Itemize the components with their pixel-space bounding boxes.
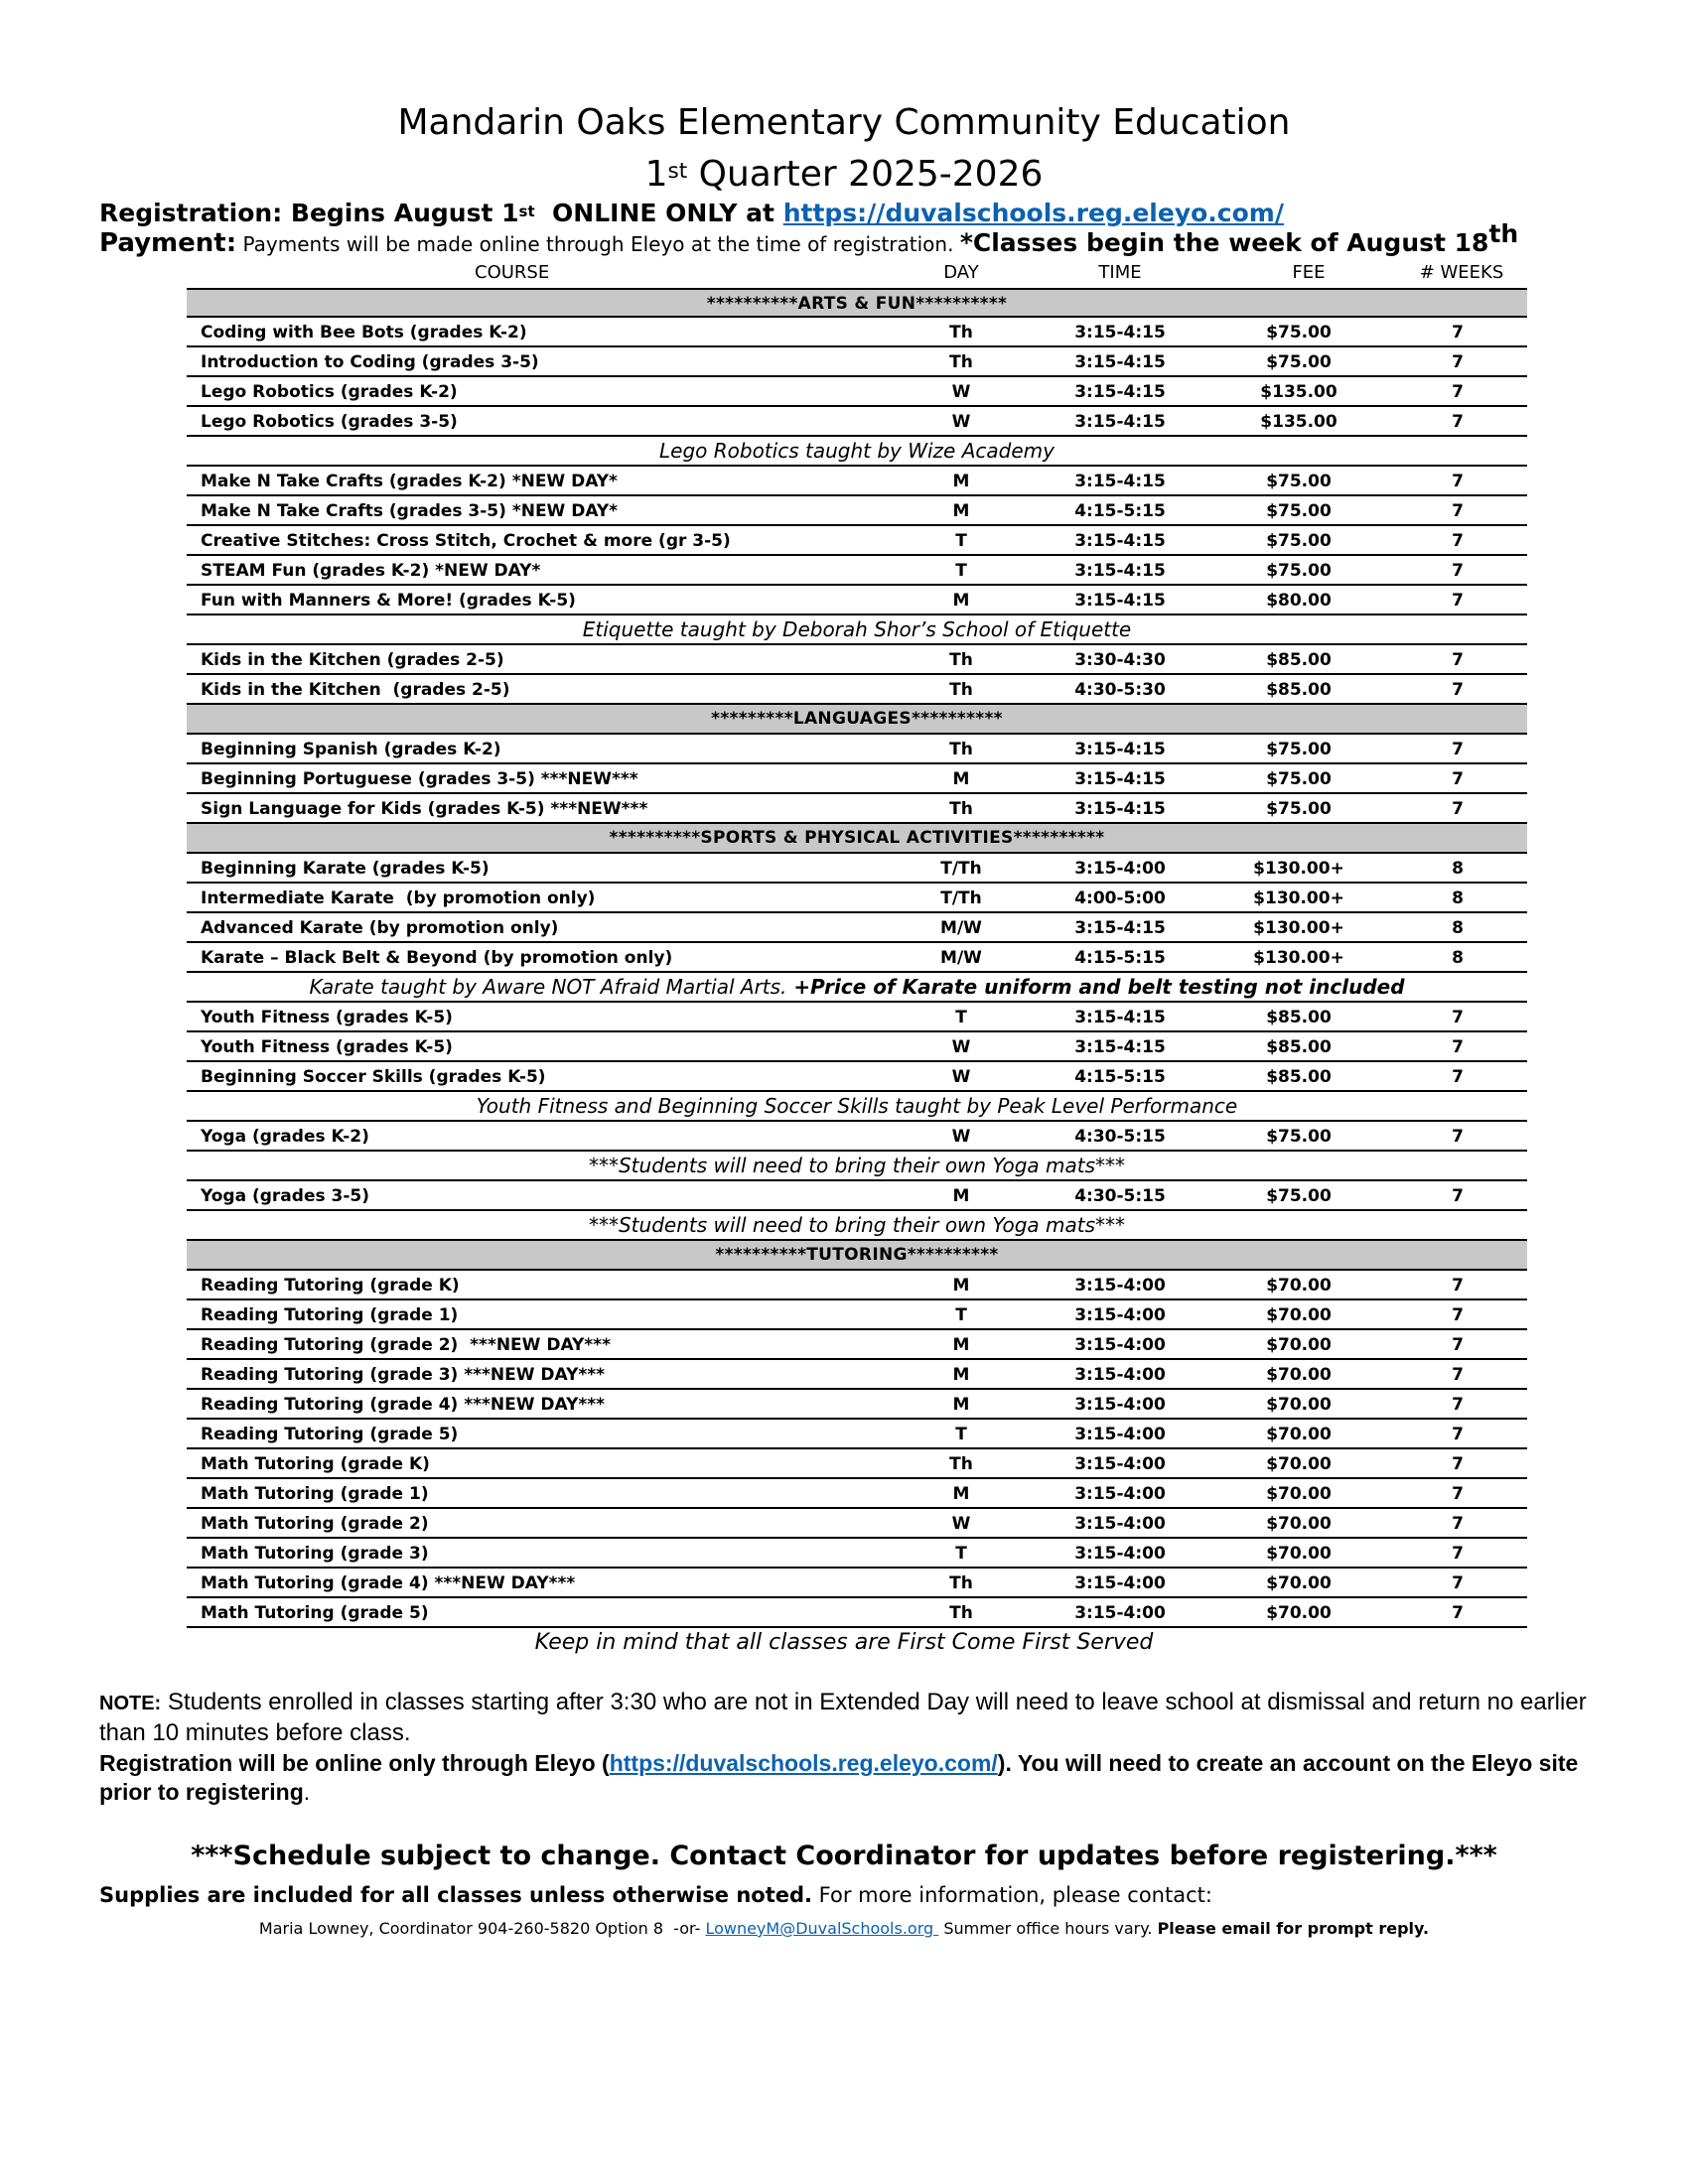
course-time: 4:15-5:15 <box>1074 1067 1166 1087</box>
quarter-text: Quarter 2025-2026 <box>687 154 1044 195</box>
course-time: 3:15-4:15 <box>1074 323 1166 342</box>
course-weeks: 7 <box>1452 531 1464 551</box>
course-time: 3:15-4:15 <box>1074 531 1166 551</box>
course-day: W <box>951 1127 971 1147</box>
course-name: Youth Fitness (grades K-5) <box>201 1008 453 1027</box>
course-name: Reading Tutoring (grade 2) ***NEW DAY*** <box>201 1335 611 1355</box>
course-fee: $130.00+ <box>1253 918 1344 938</box>
course-weeks: 7 <box>1452 1454 1464 1474</box>
course-name: Reading Tutoring (grade 5) <box>201 1425 459 1444</box>
course-time: 3:15-4:15 <box>1074 918 1166 938</box>
dismissal-note <box>99 1688 1609 1748</box>
course-weeks: 7 <box>1452 1544 1464 1564</box>
course-fee: $135.00 <box>1260 412 1337 432</box>
course-time: 3:15-4:15 <box>1074 412 1166 432</box>
course-fee: $75.00 <box>1266 501 1332 521</box>
course-weeks: 7 <box>1452 1008 1464 1027</box>
course-name: Sign Language for Kids (grades K-5) ***NEW*** <box>201 799 648 819</box>
course-weeks: 7 <box>1452 1305 1464 1325</box>
course-fee: $130.00+ <box>1253 948 1344 968</box>
course-fee: $70.00 <box>1266 1544 1332 1564</box>
course-row <box>187 407 1527 437</box>
course-fee: $70.00 <box>1266 1454 1332 1474</box>
course-row <box>187 913 1527 943</box>
course-row <box>187 526 1527 556</box>
course-fee: $75.00 <box>1266 1127 1332 1147</box>
course-name: Coding with Bee Bots (grades K-2) <box>201 323 527 342</box>
course-day: M <box>952 1365 970 1385</box>
course-row <box>187 1539 1527 1569</box>
section-label: *********LANGUAGES********** <box>711 709 1003 729</box>
instructor-note-text: Etiquette taught by Deborah Shor’s School of Etiquette <box>582 617 1132 641</box>
course-weeks: 7 <box>1452 740 1464 759</box>
course-time: 3:15-4:00 <box>1074 1395 1166 1415</box>
column-header-course: COURSE <box>475 262 550 283</box>
instructor-note-row <box>187 1092 1527 1122</box>
course-time: 3:15-4:15 <box>1074 561 1166 581</box>
instructor-note-row <box>187 437 1527 467</box>
course-time: 3:15-4:00 <box>1074 1544 1166 1564</box>
instructor-note <box>187 975 1527 999</box>
registration-line <box>99 199 1284 227</box>
course-weeks: 7 <box>1452 472 1464 491</box>
course-day: M <box>952 501 970 521</box>
column-header-weeks: # WEEKS <box>1419 262 1504 283</box>
course-day: Th <box>949 352 973 372</box>
course-fee: $75.00 <box>1266 472 1332 491</box>
course-row <box>187 884 1527 913</box>
registration-middle: ONLINE ONLY at <box>534 199 783 227</box>
supplies-text: For more information, please contact: <box>812 1883 1212 1907</box>
course-time: 4:30-5:15 <box>1074 1127 1166 1147</box>
instructor-note-text: ***Students will need to bring their own Yoga mats*** <box>588 1213 1126 1237</box>
course-row <box>187 735 1527 764</box>
course-row <box>187 467 1527 496</box>
course-row <box>187 1122 1527 1152</box>
course-row <box>187 1300 1527 1330</box>
course-day: Th <box>949 323 973 342</box>
course-weeks: 7 <box>1452 1365 1464 1385</box>
course-time: 4:15-5:15 <box>1074 948 1166 968</box>
instructor-note <box>187 1213 1527 1237</box>
course-day: M <box>952 472 970 491</box>
course-day: T <box>955 1544 967 1564</box>
course-weeks: 7 <box>1452 1127 1464 1147</box>
course-weeks: 7 <box>1452 323 1464 342</box>
course-weeks: 8 <box>1452 918 1464 938</box>
course-day: M/W <box>940 918 982 938</box>
course-day: M <box>952 1335 970 1355</box>
course-fee: $75.00 <box>1266 1186 1332 1206</box>
course-time: 3:15-4:00 <box>1074 1365 1166 1385</box>
course-weeks: 8 <box>1452 859 1464 879</box>
course-time: 3:15-4:15 <box>1074 382 1166 402</box>
course-row <box>187 1509 1527 1539</box>
course-time: 3:15-4:00 <box>1074 1454 1166 1474</box>
course-fee: $75.00 <box>1266 561 1332 581</box>
registration-link[interactable]: https://duvalschools.reg.eleyo.com/ <box>782 199 1284 227</box>
course-weeks: 7 <box>1452 352 1464 372</box>
course-time: 4:00-5:00 <box>1074 888 1166 908</box>
instructor-note <box>187 439 1527 463</box>
instructor-note-row <box>187 973 1527 1003</box>
course-row <box>187 1330 1527 1360</box>
course-fee: $85.00 <box>1266 1067 1332 1087</box>
column-header-day: DAY <box>943 262 979 283</box>
course-time: 3:15-4:00 <box>1074 1276 1166 1296</box>
course-day: T/Th <box>940 888 982 908</box>
course-time: 4:30-5:30 <box>1074 680 1166 700</box>
instructor-note-row <box>187 615 1527 645</box>
course-name: Yoga (grades K-2) <box>201 1127 369 1147</box>
course-row <box>187 1420 1527 1449</box>
course-fee: $70.00 <box>1266 1573 1332 1593</box>
course-fee: $75.00 <box>1266 769 1332 789</box>
course-name: Make N Take Crafts (grades 3-5) *NEW DAY* <box>201 501 619 521</box>
course-weeks: 7 <box>1452 1484 1464 1504</box>
quarter-title <box>0 153 1688 197</box>
course-name: Math Tutoring (grade 2) <box>201 1514 429 1534</box>
course-row <box>187 1390 1527 1420</box>
course-time: 3:15-4:15 <box>1074 591 1166 611</box>
course-day: M <box>952 1484 970 1504</box>
course-time: 4:30-5:15 <box>1074 1186 1166 1206</box>
course-row <box>187 1479 1527 1509</box>
course-row <box>187 1360 1527 1390</box>
course-name: Introduction to Coding (grades 3-5) <box>201 352 539 372</box>
supplies-line <box>99 1883 1212 1907</box>
course-time: 3:15-4:00 <box>1074 1603 1166 1623</box>
course-weeks: 7 <box>1452 650 1464 670</box>
registration-note-end: . <box>303 1779 311 1805</box>
course-row <box>187 1003 1527 1032</box>
course-time: 3:15-4:15 <box>1074 740 1166 759</box>
course-day: M <box>952 769 970 789</box>
course-day: Th <box>949 1573 973 1593</box>
course-weeks: 7 <box>1452 769 1464 789</box>
course-day: Th <box>949 799 973 819</box>
instructor-note-text: Karate taught by Aware NOT Afraid Martial Arts. <box>309 975 787 999</box>
course-day: M <box>952 591 970 611</box>
course-fee: $130.00+ <box>1253 859 1344 879</box>
course-name: Kids in the Kitchen (grades 2-5) <box>201 650 504 670</box>
course-name: Reading Tutoring (grade 3) ***NEW DAY*** <box>201 1365 606 1385</box>
course-fee: $135.00 <box>1260 382 1337 402</box>
course-name: Reading Tutoring (grade 1) <box>201 1305 459 1325</box>
course-fee: $75.00 <box>1266 740 1332 759</box>
course-time: 3:15-4:15 <box>1074 1037 1166 1057</box>
course-row <box>187 645 1527 675</box>
contact-bold: Please email for prompt reply. <box>1157 1919 1430 1938</box>
course-weeks: 7 <box>1452 561 1464 581</box>
course-weeks: 8 <box>1452 948 1464 968</box>
section-header-row <box>187 824 1527 854</box>
course-fee: $70.00 <box>1266 1514 1332 1534</box>
course-fee: $85.00 <box>1266 650 1332 670</box>
note-label: NOTE: <box>99 1693 162 1714</box>
course-fee: $85.00 <box>1266 1037 1332 1057</box>
course-time: 3:15-4:00 <box>1074 1335 1166 1355</box>
quarter-suffix: st <box>667 159 688 185</box>
course-day: T <box>955 1008 967 1027</box>
course-fee: $70.00 <box>1266 1305 1332 1325</box>
supplies-bold: Supplies are included for all classes unless otherwise noted. <box>99 1883 812 1907</box>
course-day: M <box>952 1395 970 1415</box>
course-row <box>187 1181 1527 1211</box>
course-fee: $70.00 <box>1266 1425 1332 1444</box>
course-row <box>187 347 1527 377</box>
registration-suffix: st <box>518 202 535 220</box>
registration-note <box>99 1749 1609 1807</box>
payment-label: Payment: <box>99 228 237 258</box>
course-row <box>187 794 1527 824</box>
course-fee: $70.00 <box>1266 1603 1332 1623</box>
course-weeks: 8 <box>1452 888 1464 908</box>
contact-middle: Summer office hours vary. <box>938 1919 1158 1938</box>
course-time: 3:15-4:15 <box>1074 472 1166 491</box>
course-name: STEAM Fun (grades K-2) *NEW DAY* <box>201 561 541 581</box>
course-day: T <box>955 531 967 551</box>
course-name: Reading Tutoring (grade K) <box>201 1276 460 1296</box>
course-fee: $80.00 <box>1266 591 1332 611</box>
course-fee: $75.00 <box>1266 799 1332 819</box>
instructor-note-row <box>187 1211 1527 1241</box>
course-weeks: 7 <box>1452 591 1464 611</box>
instructor-note <box>187 1154 1527 1177</box>
course-row <box>187 318 1527 347</box>
course-weeks: 7 <box>1452 1276 1464 1296</box>
course-time: 3:15-4:00 <box>1074 1573 1166 1593</box>
quarter-number: 1 <box>644 154 668 195</box>
course-name: Math Tutoring (grade 4) ***NEW DAY*** <box>201 1573 576 1593</box>
course-name: Math Tutoring (grade 5) <box>201 1603 429 1623</box>
contact-prefix: Maria Lowney, Coordinator 904-260-5820 Option 8 -or- <box>258 1919 706 1938</box>
course-time: 3:15-4:15 <box>1074 352 1166 372</box>
course-row <box>187 764 1527 794</box>
section-header-row <box>187 1241 1527 1271</box>
registration-note-link[interactable]: https://duvalschools.reg.eleyo.com/ <box>609 1750 998 1776</box>
instructor-note <box>187 1094 1527 1118</box>
course-name: Creative Stitches: Cross Stitch, Crochet & more (gr 3-5) <box>201 531 731 551</box>
schedule-table <box>187 288 1527 1628</box>
course-fee: $85.00 <box>1266 1008 1332 1027</box>
course-day: T <box>955 561 967 581</box>
course-weeks: 7 <box>1452 501 1464 521</box>
payment-line <box>99 219 1519 258</box>
course-day: W <box>951 1514 971 1534</box>
course-weeks: 7 <box>1452 1573 1464 1593</box>
course-time: 3:30-4:30 <box>1074 650 1166 670</box>
page-title: Mandarin Oaks Elementary Community Education <box>397 102 1291 143</box>
course-time: 3:15-4:15 <box>1074 1008 1166 1027</box>
course-day: W <box>951 1067 971 1087</box>
course-time: 3:15-4:00 <box>1074 859 1166 879</box>
course-fee: $75.00 <box>1266 323 1332 342</box>
course-day: M/W <box>940 948 982 968</box>
course-row <box>187 1569 1527 1598</box>
course-name: Kids in the Kitchen (grades 2-5) <box>201 680 510 700</box>
course-name: Karate – Black Belt & Beyond (by promotion only) <box>201 948 673 968</box>
course-fee: $75.00 <box>1266 352 1332 372</box>
classes-begin: *Classes begin the week of August 18 <box>959 228 1489 257</box>
course-day: W <box>951 412 971 432</box>
section-label: **********ARTS & FUN********** <box>706 294 1008 314</box>
course-name: Fun with Manners & More! (grades K-5) <box>201 591 576 611</box>
course-name: Advanced Karate (by promotion only) <box>201 918 559 938</box>
column-header-time: TIME <box>1098 262 1142 283</box>
course-weeks: 7 <box>1452 412 1464 432</box>
course-fee: $70.00 <box>1266 1276 1332 1296</box>
course-fee: $70.00 <box>1266 1365 1332 1385</box>
course-weeks: 7 <box>1452 382 1464 402</box>
course-time: 3:15-4:15 <box>1074 769 1166 789</box>
course-weeks: 7 <box>1452 1037 1464 1057</box>
course-day: W <box>951 382 971 402</box>
course-day: T/Th <box>940 859 982 879</box>
course-fee: $75.00 <box>1266 531 1332 551</box>
course-day: M <box>952 1276 970 1296</box>
course-day: W <box>951 1037 971 1057</box>
column-header-fee: FEE <box>1292 262 1326 283</box>
course-time: 3:15-4:00 <box>1074 1484 1166 1504</box>
course-fee: $70.00 <box>1266 1484 1332 1504</box>
course-row <box>187 1032 1527 1062</box>
course-name: Beginning Portuguese (grades 3-5) ***NEW*** <box>201 769 638 789</box>
course-row <box>187 377 1527 407</box>
course-weeks: 7 <box>1452 680 1464 700</box>
course-row <box>187 675 1527 705</box>
section-header-row <box>187 288 1527 318</box>
course-row <box>187 854 1527 884</box>
course-name: Math Tutoring (grade 3) <box>201 1544 429 1564</box>
section-label: **********SPORTS & PHYSICAL ACTIVITIES********** <box>609 828 1105 848</box>
course-weeks: 7 <box>1452 1335 1464 1355</box>
course-name: Beginning Karate (grades K-5) <box>201 859 490 879</box>
course-weeks: 7 <box>1452 1067 1464 1087</box>
course-name: Yoga (grades 3-5) <box>201 1186 369 1206</box>
course-day: T <box>955 1305 967 1325</box>
instructor-note-row <box>187 1152 1527 1181</box>
contact-email-link[interactable]: LowneyM@DuvalSchools.org <box>705 1919 939 1938</box>
course-fee: $85.00 <box>1266 680 1332 700</box>
course-name: Beginning Soccer Skills (grades K-5) <box>201 1067 546 1087</box>
course-row <box>187 556 1527 586</box>
course-name: Math Tutoring (grade 1) <box>201 1484 429 1504</box>
course-name: Lego Robotics (grades 3-5) <box>201 412 458 432</box>
course-weeks: 7 <box>1452 1603 1464 1623</box>
registration-label: Registration: Begins August 1 <box>99 199 519 227</box>
course-name: Reading Tutoring (grade 4) ***NEW DAY*** <box>201 1395 606 1415</box>
first-come-note: Keep in mind that all classes are First Come First Served <box>534 1630 1154 1655</box>
course-time: 3:15-4:00 <box>1074 1514 1166 1534</box>
course-day: T <box>955 1425 967 1444</box>
payment-text: Payments will be made online through Eleyo at the time of registration. <box>236 232 960 256</box>
instructor-note <box>187 617 1527 641</box>
schedule-change-note: ***Schedule subject to change. Contact Coordinator for updates before registering.*** <box>191 1841 1497 1871</box>
course-name: Make N Take Crafts (grades K-2) *NEW DAY* <box>201 472 618 491</box>
course-time: 3:15-4:00 <box>1074 1425 1166 1444</box>
instructor-note-bold: +Price of Karate uniform and belt testing not included <box>786 975 1405 999</box>
course-weeks: 7 <box>1452 799 1464 819</box>
course-fee: $130.00+ <box>1253 888 1344 908</box>
course-name: Intermediate Karate (by promotion only) <box>201 888 596 908</box>
course-weeks: 7 <box>1452 1395 1464 1415</box>
course-row <box>187 1271 1527 1300</box>
course-row <box>187 943 1527 973</box>
registration-note-suffix: ). You will need to create an account on the Eleyo site prior to registering <box>99 1750 1579 1805</box>
course-day: Th <box>949 1603 973 1623</box>
course-time: 3:15-4:00 <box>1074 1305 1166 1325</box>
course-row <box>187 1598 1527 1628</box>
course-name: Beginning Spanish (grades K-2) <box>201 740 501 759</box>
course-time: 3:15-4:15 <box>1074 799 1166 819</box>
course-fee: $70.00 <box>1266 1395 1332 1415</box>
course-day: M <box>952 1186 970 1206</box>
course-name: Math Tutoring (grade K) <box>201 1454 430 1474</box>
section-label: **********TUTORING********** <box>715 1245 999 1265</box>
course-day: Th <box>949 1454 973 1474</box>
contact-line <box>0 1919 1688 1938</box>
course-row <box>187 496 1527 526</box>
note-text: Students enrolled in classes starting after 3:30 who are not in Extended Day will need to leave school at dismissal and return no earlier than 10 minutes before class. <box>99 1689 1587 1746</box>
course-weeks: 7 <box>1452 1186 1464 1206</box>
course-day: Th <box>949 650 973 670</box>
course-weeks: 7 <box>1452 1514 1464 1534</box>
course-weeks: 7 <box>1452 1425 1464 1444</box>
course-name: Youth Fitness (grades K-5) <box>201 1037 453 1057</box>
course-day: Th <box>949 740 973 759</box>
course-row <box>187 1062 1527 1092</box>
course-time: 4:15-5:15 <box>1074 501 1166 521</box>
course-row <box>187 586 1527 615</box>
instructor-note-text: Youth Fitness and Beginning Soccer Skills taught by Peak Level Performance <box>476 1094 1238 1118</box>
instructor-note-text: ***Students will need to bring their own Yoga mats*** <box>588 1154 1126 1177</box>
course-day: Th <box>949 680 973 700</box>
registration-note-prefix: Registration will be online only through Eleyo ( <box>99 1750 610 1776</box>
classes-begin-suffix: th <box>1488 219 1519 249</box>
course-fee: $70.00 <box>1266 1335 1332 1355</box>
section-header-row <box>187 705 1527 735</box>
course-row <box>187 1449 1527 1479</box>
instructor-note-text: Lego Robotics taught by Wize Academy <box>659 439 1055 463</box>
course-name: Lego Robotics (grades K-2) <box>201 382 458 402</box>
